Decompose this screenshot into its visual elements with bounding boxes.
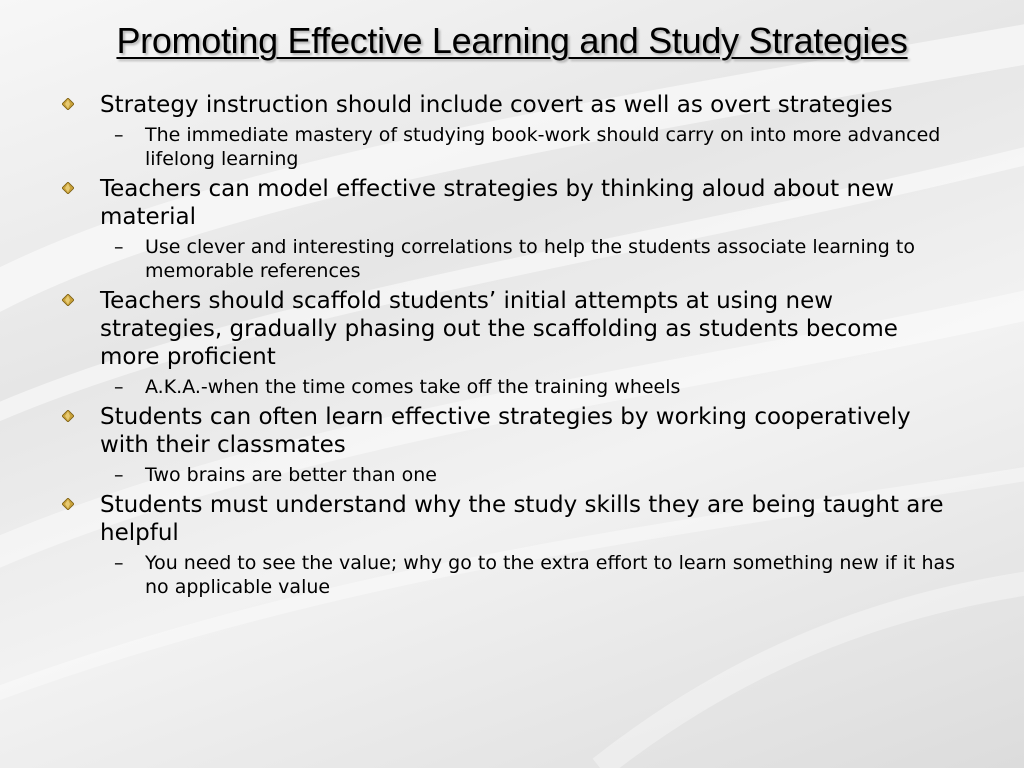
bullet-list	[62, 89, 962, 603]
diamond-bullet-icon	[62, 498, 74, 510]
bullet-item	[62, 175, 962, 231]
diamond-bullet-icon	[62, 98, 74, 110]
dash-marker: –	[114, 552, 124, 574]
sub-bullet-text: The immediate mastery of studying book-work should carry on into more advanced lifelong learning	[145, 124, 941, 170]
dash-marker: –	[114, 236, 124, 258]
bullet-text: Students must understand why the study skills they are being taught are helpful	[100, 492, 944, 546]
bullet-text: Students can often learn effective strategies by working cooperatively with their classmates	[100, 404, 911, 458]
diamond-bullet-icon	[62, 410, 74, 422]
sub-bullet-text: A.K.A.-when the time comes take off the training wheels	[145, 376, 681, 398]
dash-marker: –	[114, 124, 124, 146]
dash-marker: –	[114, 464, 124, 486]
slide-title: Promoting Effective Learning and Study Strategies	[116, 20, 908, 61]
sub-bullet-item	[62, 551, 962, 599]
diamond-bullet-icon	[62, 294, 74, 306]
sub-bullet-item	[62, 123, 962, 171]
bullet-item	[62, 491, 962, 547]
sub-bullet-text: You need to see the value; why go to the extra effort to learn something new if it has no applicable value	[145, 552, 956, 598]
sub-bullet-item	[62, 235, 962, 283]
bullet-text: Teachers should scaffold students’ initial attempts at using new strategies, gradually phasing out the scaffolding as students become more proficient	[100, 288, 898, 370]
bullet-text: Strategy instruction should include covert as well as overt strategies	[100, 92, 893, 118]
bullet-item	[62, 287, 962, 371]
bullet-item	[62, 403, 962, 459]
bullet-text: Teachers can model effective strategies by thinking aloud about new material	[100, 176, 895, 230]
bullet-item	[62, 91, 962, 119]
sub-bullet-item	[62, 375, 962, 399]
sub-bullet-text: Two brains are better than one	[145, 464, 437, 486]
diamond-bullet-icon	[62, 182, 74, 194]
sub-bullet-text: Use clever and interesting correlations to help the students associate learning to memorable references	[145, 236, 915, 282]
dash-marker: –	[114, 376, 124, 398]
sub-bullet-item	[62, 463, 962, 487]
